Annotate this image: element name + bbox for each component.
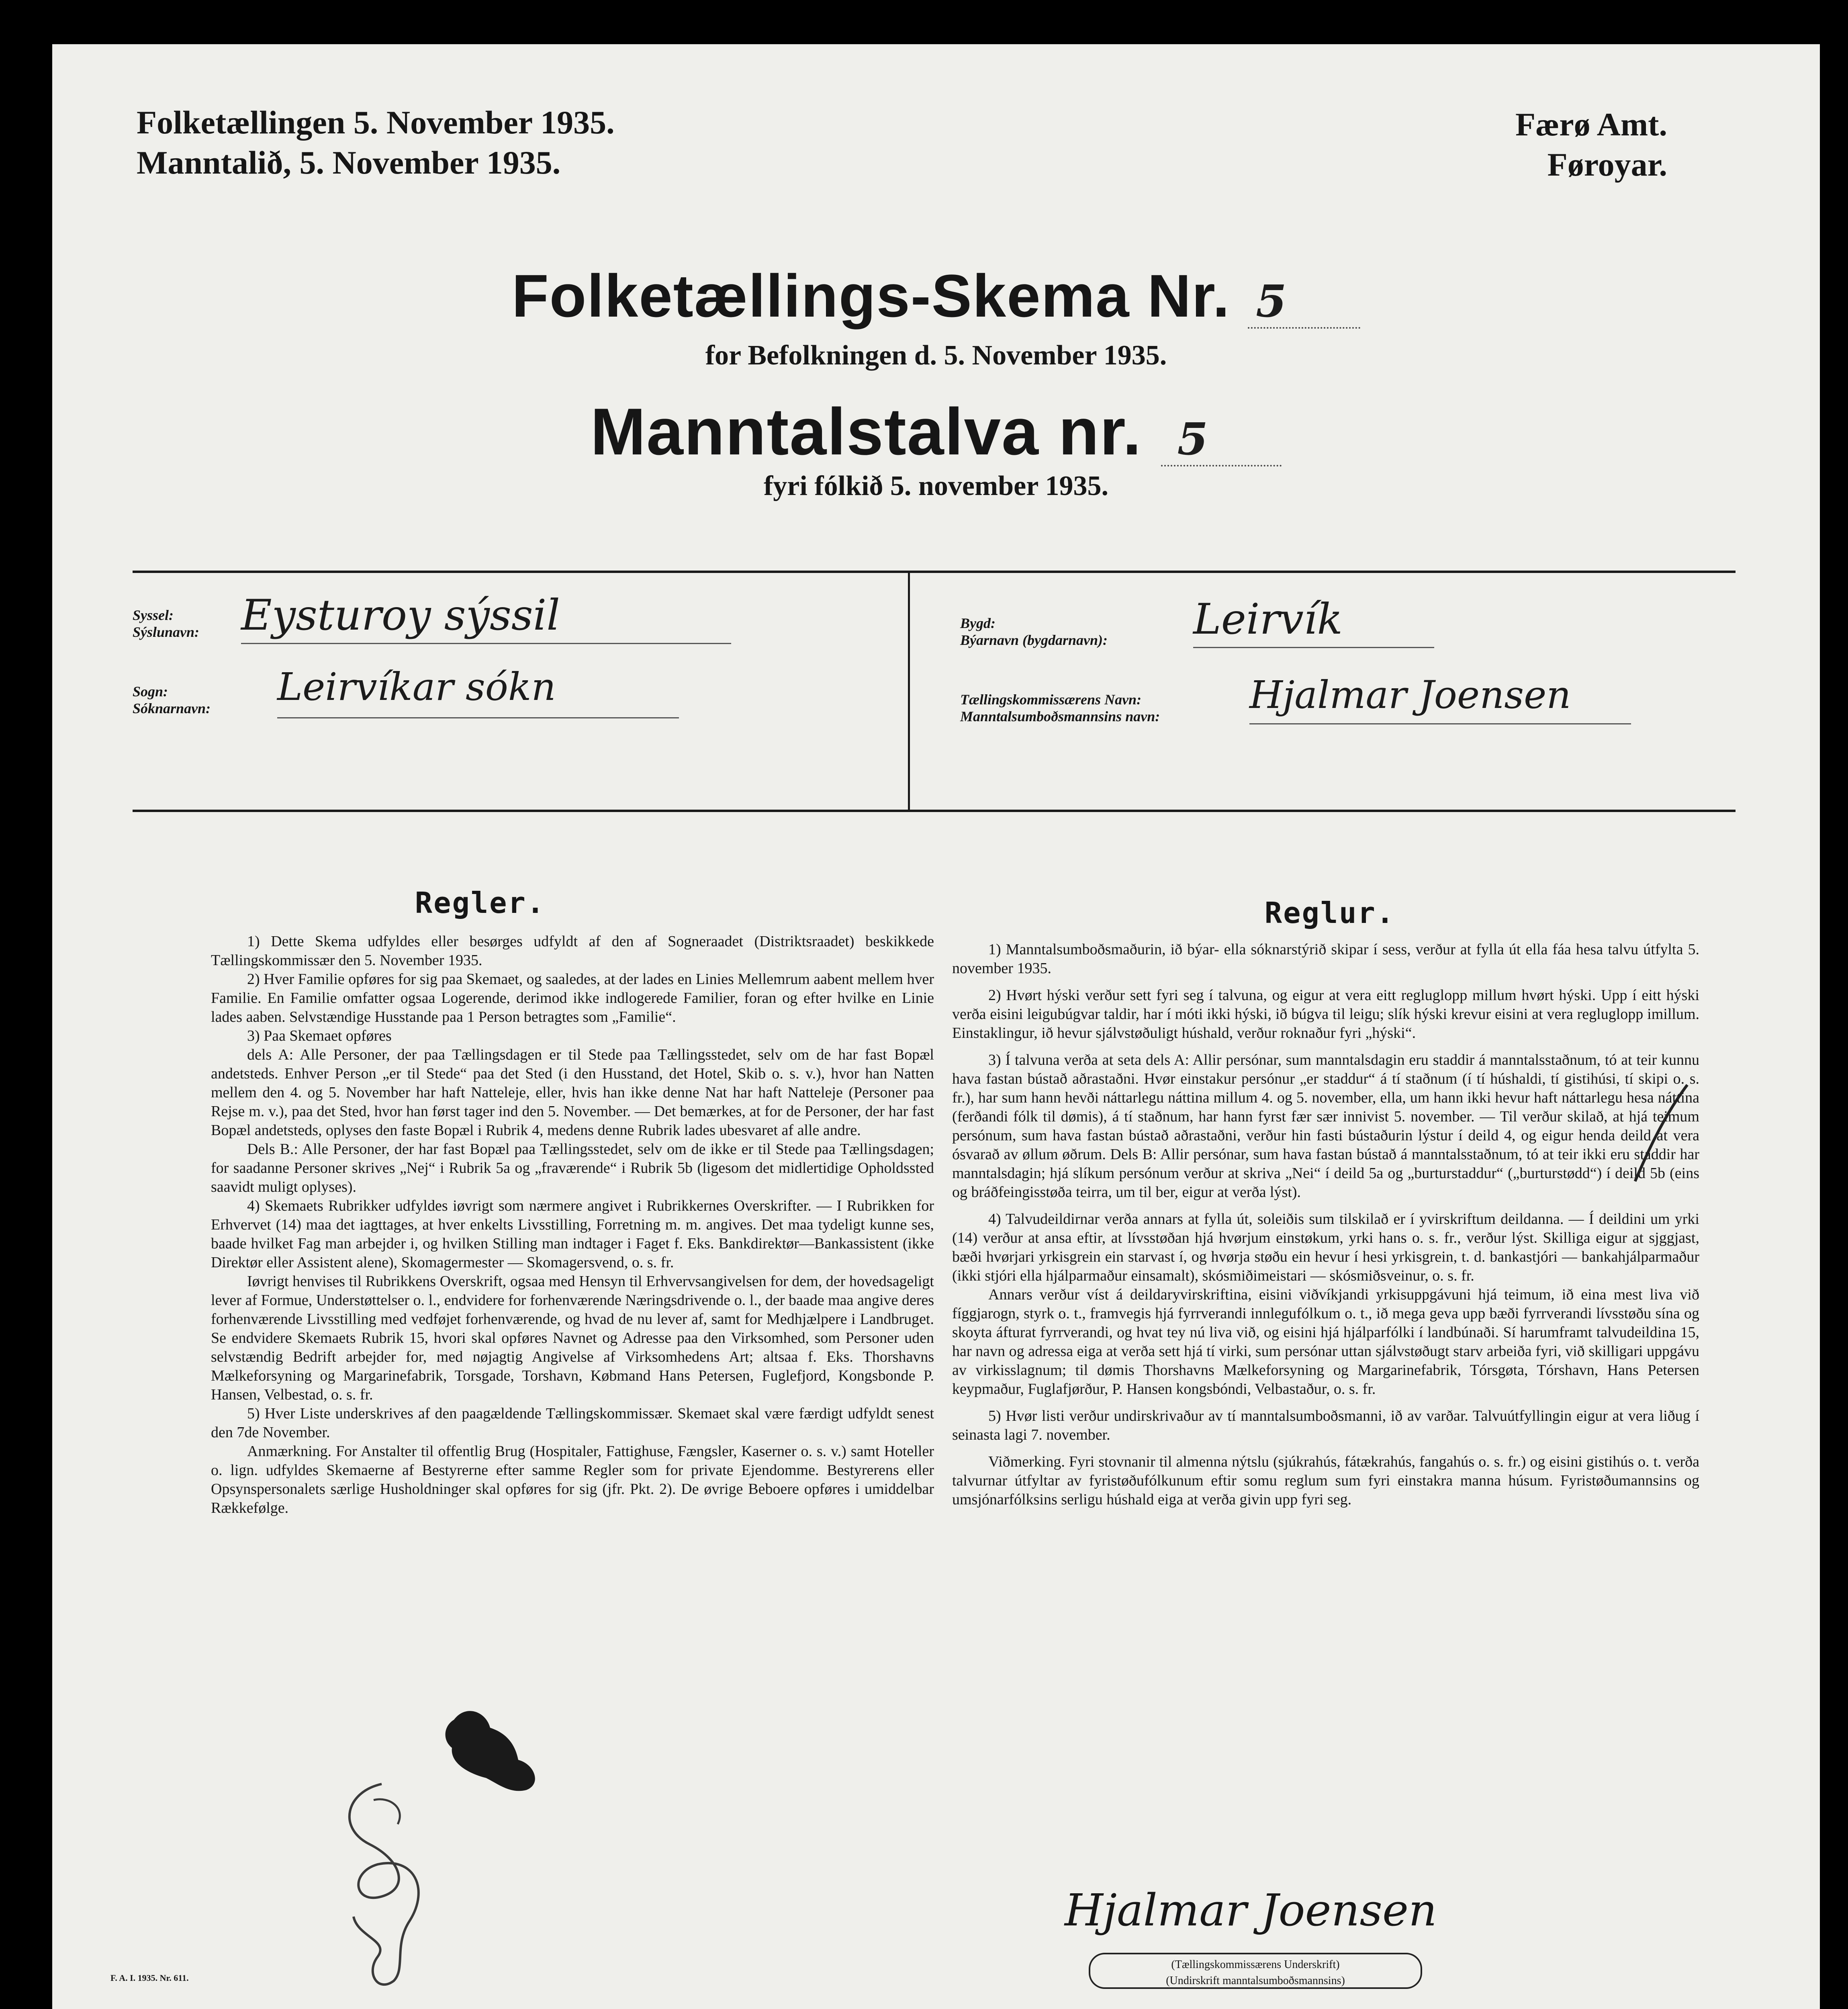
- rule-fo-4: 4) Talvudeildirnar verða annars at fylla út, soleiðis sum tilskilað er í yvirskriftum deildanna. — Í deildini um yrki (14) verður at ansa eftir, at lívsstøðan hjá hvørjum einstøkum, yrki hans o. s. fr., verður lýst. Skilliga eigur at sjggjast, bæði hvørjari yrkisgrein ein starvast í, og hvørja støðu ein hevur í hesi yrkisgrein, t. d. bankastjóri — bankahjálparmaður (ikki stjóri ella hjálparmaður einsamalt), skósmiðimeistari — skósmiðsveinur, o. s. fr.: [952, 1211, 1699, 1284]
- kommissaer-line: [1249, 723, 1631, 724]
- syssel-label-fo: Sýslunavn:: [133, 624, 200, 640]
- box-bottom-rule: [133, 810, 1736, 812]
- ink-stain: [438, 1704, 550, 1796]
- rules-heading-da: Regler.: [415, 886, 546, 920]
- form-title-da-text: Folketællings-Skema Nr.: [512, 262, 1231, 329]
- rule-fo-note: Viðmerking. Fyri stovnanir til almenna nýtslu (sjúkrahús, fátækrahús, fangahús o. s. fr.) og eisini gistihús o. t. verða talvurnar útfyltar av fyristøðufólkunum eftir somu reglum sum fyri einstakra manna húsum. Fyristøðumannsins og umsjónarfólksins serligu húshald eiga at verða givin upp fyri seg.: [952, 1453, 1699, 1508]
- form-number-da: 5: [1248, 275, 1360, 329]
- kommissaer-label: [960, 691, 1160, 725]
- bygd-label-fo: Býarnavn (bygdarnavn):: [960, 632, 1108, 648]
- form-title-da: [52, 261, 1820, 331]
- syssel-value: Eysturoy sýssil: [241, 591, 560, 640]
- kommissaer-label-fo: Manntalsumboðsmannsins navn:: [960, 708, 1160, 724]
- form-number-fo: 5: [1161, 413, 1282, 466]
- signature-caption-da: (Tællingskommissærens Underskrift): [1171, 1958, 1340, 1971]
- signature-caption: [1089, 1953, 1422, 1989]
- syssel-label: [133, 607, 199, 640]
- box-top-rule: [133, 571, 1736, 573]
- box-divider: [908, 573, 910, 810]
- signature: Hjalmar Joensen: [1065, 1884, 1437, 1936]
- header-left: [137, 102, 615, 183]
- syssel-line: [241, 643, 731, 644]
- sogn-value: Leirvíkar sókn: [277, 665, 556, 709]
- rule-da-5: 5) Hver Liste underskrives af den paagældende Tællingskommissær. Skemaet skal være færdigt udfyldt senest den 7de November.: [211, 1405, 934, 1441]
- bygd-label-da: Bygd:: [960, 615, 996, 631]
- form-title-fo-text: Manntalstalva nr.: [590, 395, 1142, 468]
- census-form-page: [52, 44, 1820, 2009]
- bygd-value: Leirvík: [1193, 595, 1343, 644]
- sogn-label-fo: Sóknarnavn:: [133, 700, 211, 716]
- header-amt-fo: Føroyar.: [1547, 146, 1667, 183]
- kommissaer-value: Hjalmar Joensen: [1249, 673, 1571, 717]
- rule-da-3a: dels A: Alle Personer, der paa Tællingsdagen er til Stede paa Tællingsstedet, selv om de har fast Bopæl andetsteds. Enhver Person „er til Stede“ paa det Sted (i den Husstand, det Hotel, Skib o. s. v.), hvor han Natten mellem den 4. og 5. November har haft Natteleje, eller, hvis han ikke denne Nat har haft Natteleje (Personer paa Rejse m. v.), paa det Sted, hvor han først tager ind den 5. November. — Det bemærkes, at for de Personer, der har fast Bopæl andetsteds, oplyses den faste Bopæl i Rubrik 4, medens denne Rubrik lades ubesvaret af alle andre.: [211, 1046, 934, 1139]
- header-amt-da: Færø Amt.: [1515, 106, 1667, 143]
- bygd-label: [960, 615, 1108, 649]
- rule-fo-1: 1) Manntalsumboðsmaðurin, ið býar- ella sóknarstýrið skipar í sess, verður at fylla út ella fáa hesa talvu útfylta 5. november 1935.: [952, 941, 1699, 977]
- rules-heading-fo: Reglur.: [1264, 896, 1395, 930]
- pencil-scribble: [309, 1768, 454, 1993]
- rule-fo-2: 2) Hvørt hýski verður sett fyri seg í talvuna, og eigur at vera eitt regluglopp millum hvørt hýski. Upp í eitt hýski verða eisini leigubúgvar taldir, har í móti ikki hýski, ið búgva til leigu; slík hýski krevur eisini at vera regluglopp imillum. Einstaklingur, ið hevur sjálvstøðuligt húshald, verður roknaður fyri „hýski“.: [952, 987, 1699, 1041]
- sogn-label: [133, 683, 211, 717]
- rule-da-3b: Dels B.: Alle Personer, der har fast Bopæl paa Tællingsstedet, selv om de ikke er til Stede paa Tællingsdagen; for saadanne Personer skrives „Nej“ i Rubrik 5a og „fraværende“ i Rubrik 5b (ligesom det midlertidige Opholdssted saavidt muligt oplyses).: [211, 1141, 934, 1195]
- form-subtitle-da: for Befolkningen d. 5. November 1935.: [705, 340, 1167, 371]
- signature-caption-fo: (Undirskrift manntalsumboðsmannsins): [1166, 1974, 1345, 1987]
- header-census-da: Folketællingen 5. November 1935.: [137, 104, 615, 141]
- header-right: [1515, 104, 1667, 185]
- pencil-tick: [1631, 1081, 1691, 1185]
- rules-column-da: [211, 932, 934, 1518]
- sogn-label-da: Sogn:: [133, 683, 168, 700]
- sogn-line: [277, 717, 679, 718]
- rule-da-note: Anmærkning. For Anstalter til offentlig Brug (Hospitaler, Fattighuse, Fængsler, Kaserner o. s. v.) samt Hoteller o. lign. udfyldes Skemaerne af Bestyrerne efter samme Regler som for private Ejendomme. Bestyrerens eller Opsynspersonalets særlige Husholdninger skal opføres for sig (jfr. Pkt. 2). De øvrige Beboere opføres i umiddelbar Rækkefølge.: [211, 1443, 934, 1516]
- syssel-label-da: Syssel:: [133, 607, 174, 623]
- kommissaer-label-da: Tællingskommissærens Navn:: [960, 691, 1142, 708]
- rule-fo-5: 5) Hvør listi verður undirskrivaður av tí manntalsumboðsmanni, ið av varðar. Talvuútfyllingin eigur at vera liðug í seinasta lagi 7. november.: [952, 1408, 1699, 1443]
- rule-da-4b: Iøvrigt henvises til Rubrikkens Overskrift, ogsaa med Hensyn til Erhvervsangivelsen for dem, der hovedsageligt lever af Formue, Understøttelser o. l., endvidere for forhenværende Næringsdrivende o. l., der baade maa angive deres forhenværende Livsstilling med vedføjet forhenværende, og hvad de nu lever af, samt for Medhjælpere i Landbruget. Se endvidere Skemaets Rubrik 15, hvori skal opføres Navnet og Adresse paa den Virksomhed, som Personer uden selvstændig Bedrift arbejder for, med nøjagtig Angivelse af Virksomhedens Art; altsaa f. Eks. Thorshavns Mælkeforsyning og Margarinefabrik, Torsgade, Torshavn, Købmand Hans Petersen, Fuglefjord, Kongsbonde P. Hansen, Velbestad, o. s. fr.: [211, 1273, 934, 1403]
- rule-fo-4b: Annars verður víst á deildaryvirskriftina, eisini viðvíkjandi yrkisuppgávuni hjá teimum, ið eina mest liva við fíggjarogn, styrk o. t., framvegis hjá fyrrverandi innlegufólkum o. t., ið mega geva upp bæði fyrrverandi lívsstøðu sína og skoyta áfturat fyrrverandi, og hvat tey nú liva við, og eisini hjá hjálparfólki í landbúnaði. Sí harumframt talvudeildina 15, har navn og adressa eiga at verða sett hjá tí virki, sum persónar uttan sjálvstøðugt starv arbeiða fyri, við skilligari uppgávu av virkisslagnum; til dømis Thorshavns Mælkeforsyning og Margarinefabrik, Tórsgøta, Tórshavn, Hans Petersen keypmaður, Fuglafjørður, P. Hansen kongsbóndi, Velbastaður, o. s. fr.: [952, 1286, 1699, 1397]
- rule-fo-3: 3) Í talvuna verða at seta dels A: Allir persónar, sum manntalsdagin eru staddir á manntalsstaðnum, tó at teir kunnu hava fastan bústað aðrastaðni. Hvør einstakur persónur „er staddur“ á tí staðnum (í tí húshaldi, tí gistihúsi, tí skipi o. s. fr.), har sum hann hevði náttarlegu náttina millum 4. og 5. november, ella, um hann ikki hevur haft náttarlegu hesa náttina (ferðandi fólk til dømis), á tí staðnum, har hann fyrst fær sær innivist 5. november. — Til verður skilað, at hjá teimum persónum, sum hava fastan bústað aðrastaðni, verður hin fasti bústaðurin lýstur í deild 4, og eigur henda deild at vera ósvarað av øllum øðrum. Dels B: Allir persónar, sum hava fastan bústað á manntalsstaðnum, tó at teir ikki eru staddir har manntalsdagin; hjá slíkum persónum verður at skriva „Nei“ í deild 5a og „burturstaddur“ („burturstødd“) í deild 5b (eins og bráðfeingisstøða teirra, um til ber, eigur at verða lýst).: [952, 1052, 1699, 1201]
- rule-da-2: 2) Hver Familie opføres for sig paa Skemaet, og saaledes, at der lades en Linies Mellemrum aabent mellem hver Familie. En Familie omfatter ogsaa Logerende, derimod ikke indlogerede Familier, foran og efter hvilke en Linie lades aaben. Selvstændige Husstande paa 1 Person betragtes som „Familie“.: [211, 971, 934, 1025]
- header-census-fo: Manntalið, 5. November 1935.: [137, 144, 561, 181]
- rule-da-3: 3) Paa Skemaet opføres: [247, 1027, 392, 1044]
- rule-da-1: 1) Dette Skema udfyldes eller besørges udfyldt af den af Sogneraadet (Distriktsraadet) beskikkede Tællingskommissær den 5. November 1935.: [211, 933, 934, 969]
- bygd-line: [1193, 647, 1434, 648]
- rules-column-fo: [952, 940, 1699, 1509]
- print-mark: F. A. I. 1935. Nr. 611.: [110, 1973, 189, 1983]
- form-subtitle-fo: fyri fólkið 5. november 1935.: [763, 471, 1109, 501]
- form-title-fo: [52, 394, 1820, 470]
- rule-da-4: 4) Skemaets Rubrikker udfyldes iøvrigt som nærmere angivet i Rubrikkernes Overskrifter. — I Rubrikken for Erhvervet (14) maa det iagttages, at hver enkelts Livsstilling, Forretning m. m. angives. Det maa tydeligt kunne ses, baade hvilket Fag man arbejder i, og hvilken Stilling man indtager i Faget f. Eks. Bankdirektør—Bankassistent (ikke Direktør eller Assistent alene), Skomagermester — Skomagersvend, o. s. fr.: [211, 1197, 934, 1271]
